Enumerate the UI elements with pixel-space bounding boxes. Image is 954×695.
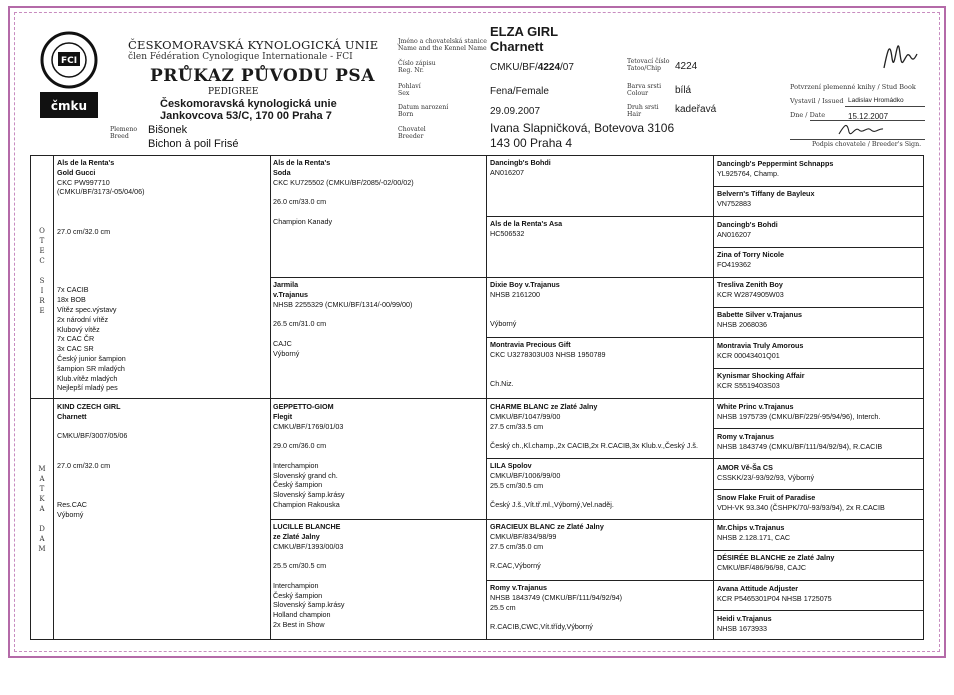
breed-label-en: Breed: [110, 133, 129, 140]
g3-cell-2: Als de la Renta's Asa HC506532: [490, 219, 563, 238]
g2-cell-2: Jarmila v.Trajanus NHSB 2255329 (CMKU/BF/1314/-00/99/00) 26.5 cm/31.0 cm CAJC Výborný: [273, 280, 413, 358]
official-signature: [880, 38, 920, 74]
g4-cell-8: Kynismar Shocking Affair KCR S5519403S03: [717, 371, 805, 390]
g3-cell-7: GRACIEUX BLANC ze Zlaté Jalny CMKU/BF/834/98/99 27.5 cm/35.0 cm R.CAC,Výborný: [490, 522, 604, 571]
name-label-cz: Jméno a chovatelská stanice: [398, 38, 487, 45]
g2-cell-1: Als de la Renta's Soda CKC KU725502 (CMKU/BF/2085/-02/00/02) 26.0 cm/33.0 cm Champion Kanady: [273, 158, 414, 226]
org-name: ČESKOMORAVSKÁ KYNOLOGICKÁ UNIE: [128, 38, 379, 52]
logo-fci-text: FCI: [60, 56, 78, 66]
date-value: 15.12.2007: [848, 112, 889, 121]
hair-value: kadeřavá: [675, 104, 717, 115]
fci-cmku-logo: [38, 30, 100, 122]
org-address-2: Jankovcova 53/C, 170 00 Praha 7: [160, 110, 332, 122]
tattoo-label-en: Tatoo/Chip: [627, 65, 662, 72]
g4-cell-4: Zina of Torry Nicole FO419362: [717, 250, 784, 269]
g4-cell-1: Dancingb's Peppermint Schnapps YL925764, Champ.: [717, 159, 834, 178]
g4-cell-11: AMOR Vě-Ša CS CSSKK/23/-93/92/93, Výborný: [717, 463, 815, 482]
dog-reg-prefix: CMKU/BF/: [490, 62, 538, 73]
pedigree-table: [30, 155, 924, 640]
g3-cell-6: LILA Spolov CMKU/BF/1006/99/00 25.5 cm/30.5 cm Český J.š.,Vít.tř.ml.,Výborný,Vel.naděj.: [490, 461, 614, 510]
g4-cell-14: DÉSIRÉE BLANCHE ze Zlaté Jalny CMKU/BF/486/96/98, CAJC: [717, 553, 835, 572]
breeder-line-1: Ivana Slapničková, Botevova 3106: [490, 121, 675, 135]
born-label-en: Born: [398, 111, 414, 118]
sex-label-en: Sex: [398, 90, 410, 97]
dog-name-2: Charnett: [490, 39, 544, 54]
g3-cell-5: CHARME BLANC ze Zlaté Jalny CMKU/BF/1047/99/00 27.5 cm/33.5 cm Český ch.,Kl.champ.,2x CACIB,2x R.CACIB,3x Klub.v.,Český J.š.: [490, 402, 698, 451]
g3-cell-3: Dixie Boy v.Trajanus NHSB 2161200 Výborný: [490, 280, 560, 329]
g2-cell-4: LUCILLE BLANCHE ze Zlaté Jalny CMKU/BF/1393/00/03 25.5 cm/30.5 cm Interchampion Český šampion Slovenský šamp.krásy Holland champion 2x Best in Show: [273, 522, 345, 629]
dog-born: 29.09.2007: [490, 106, 541, 117]
issued-line: [845, 106, 925, 107]
breeder-sign-label: Podpis chovatele / Breeder's Sign.: [812, 141, 922, 148]
g4-cell-13: Mr.Chips v.Trajanus NHSB 2.128.171, CAC: [717, 523, 791, 542]
issued-value: Ladislav Hromádko: [848, 97, 904, 104]
g3-cell-1: Dancingb's Bohdi AN016207: [490, 158, 551, 177]
g4-cell-10: Romy v.Trajanus NHSB 1843749 (CMKU/BF/111/94/92/94), R.CACIB: [717, 432, 883, 451]
date-label: Dne / Date: [790, 111, 826, 119]
breeder-label-en: Breeder: [398, 133, 424, 140]
born-label-cz: Datum narození: [398, 104, 449, 111]
g2-cell-3: GEPPETTO-GIOM Flegit CMKU/BF/1769/01/03 29.0 cm/36.0 cm Interchampion Slovenský grand ch. Český šampion Slovenský šamp.krásy Champion Rakouska: [273, 402, 345, 509]
reg-label-cz: Číslo zápisu: [398, 60, 436, 67]
colour-value: bílá: [675, 85, 692, 96]
hair-label-cz: Druh srsti: [627, 104, 659, 111]
g3-cell-8: Romy v.Trajanus NHSB 1843749 (CMKU/BF/111/94/92/94) 25.5 cm R.CACIB,CWC,Vít.třídy,Výborný: [490, 583, 622, 632]
org-address-1: Českomoravská kynologická unie: [160, 98, 337, 110]
reg-label-en: Reg. Nr.: [398, 67, 424, 74]
g4-cell-7: Montravia Truly Amorous KCR 00043401Q01: [717, 341, 804, 360]
name-label-en: Name and the Kennel Name: [398, 45, 487, 52]
issued-label: Vystavil / Issued: [790, 97, 844, 105]
logo-cmku-text: čmku: [50, 99, 88, 113]
breed-value-1: Bišonek: [148, 124, 188, 136]
g4-cell-6: Babette Silver v.Trajanus NHSB 2068036: [717, 310, 802, 329]
tattoo-value: 4224: [675, 61, 698, 72]
dam-cell: KIND CZECH GIRL Charnett CMKU/BF/3007/05/06 27.0 cm/32.0 cm Res.CAC Výborný: [57, 402, 128, 519]
breeder-label-cz: Chovatel: [398, 126, 426, 133]
g3-cell-4: Montravia Precious Gift CKC U3278303U03 NHSB 1950789 Ch.Niz.: [490, 340, 606, 389]
breed-value-2: Bichon à poil Frisé: [148, 138, 239, 150]
page-subtitle: PEDIGREE: [208, 87, 259, 97]
sex-label-cz: Pohlaví: [398, 83, 421, 90]
dog-name-1: ELZA GIRL: [490, 24, 559, 39]
g4-cell-12: Snow Flake Fruit of Paradise VDH-VK 93.340 (ČSHPK/70/-93/93/94), 2x R.CACIB: [717, 493, 885, 512]
dog-reg-num: 4224: [537, 62, 561, 73]
hair-label-en: Hair: [627, 111, 642, 118]
sire-cell: Als de la Renta's Gold Gucci CKC PW997710 (CMKU/BF/3173/-05/04/06) 27.0 cm/32.0 cm 7x CACIB 18x BOB Vítěz spec.výstavy 2x národní vítěz Klubový vítěz 7x CAC ČR 3x CAC SR Český junior šampion šampion SR mladých Klub.vítěz mladých Nejlepší mladý pes: [57, 158, 145, 393]
g4-cell-5: Tresliva Zenith Boy KCR W2874905W03: [717, 280, 784, 299]
g4-cell-16: Heidi v.Trajanus NHSB 1673933: [717, 614, 772, 633]
g4-cell-2: Belvern's Tiffany de Bayleux VN752883: [717, 189, 815, 208]
breeder-line-2: 143 00 Praha 4: [490, 136, 573, 150]
breed-label-cz: Plemeno: [110, 126, 138, 133]
g4-cell-3: Dancingb's Bohdi AN016207: [717, 220, 778, 239]
dam-side-label: M A T K A D A M: [38, 465, 46, 553]
org-member: člen Fédération Cynologique Internationale - FCI: [128, 52, 353, 62]
g4-cell-15: Avana Attitude Adjuster KCR P5465301P04 NHSB 1725075: [717, 584, 832, 603]
colour-label-en: Colour: [627, 90, 649, 97]
g4-cell-9: White Princ v.Trajanus NHSB 1975739 (CMKU/BF/229/-95/94/96), Interch.: [717, 402, 881, 421]
stud-book-label: Potvrzení plemenné knihy / Stud Book: [790, 83, 916, 91]
sire-side-label: O T E C S I R E: [39, 227, 45, 315]
issuer-signature: [835, 120, 885, 140]
dog-reg-number: [490, 62, 574, 73]
dog-sex: Fena/Female: [490, 86, 549, 97]
tattoo-label-cz: Tetovací číslo: [627, 58, 670, 65]
dog-reg-suffix: /07: [560, 62, 574, 73]
colour-label-cz: Barva srsti: [627, 83, 662, 90]
page-title: PRŮKAZ PŮVODU PSA: [150, 66, 375, 86]
